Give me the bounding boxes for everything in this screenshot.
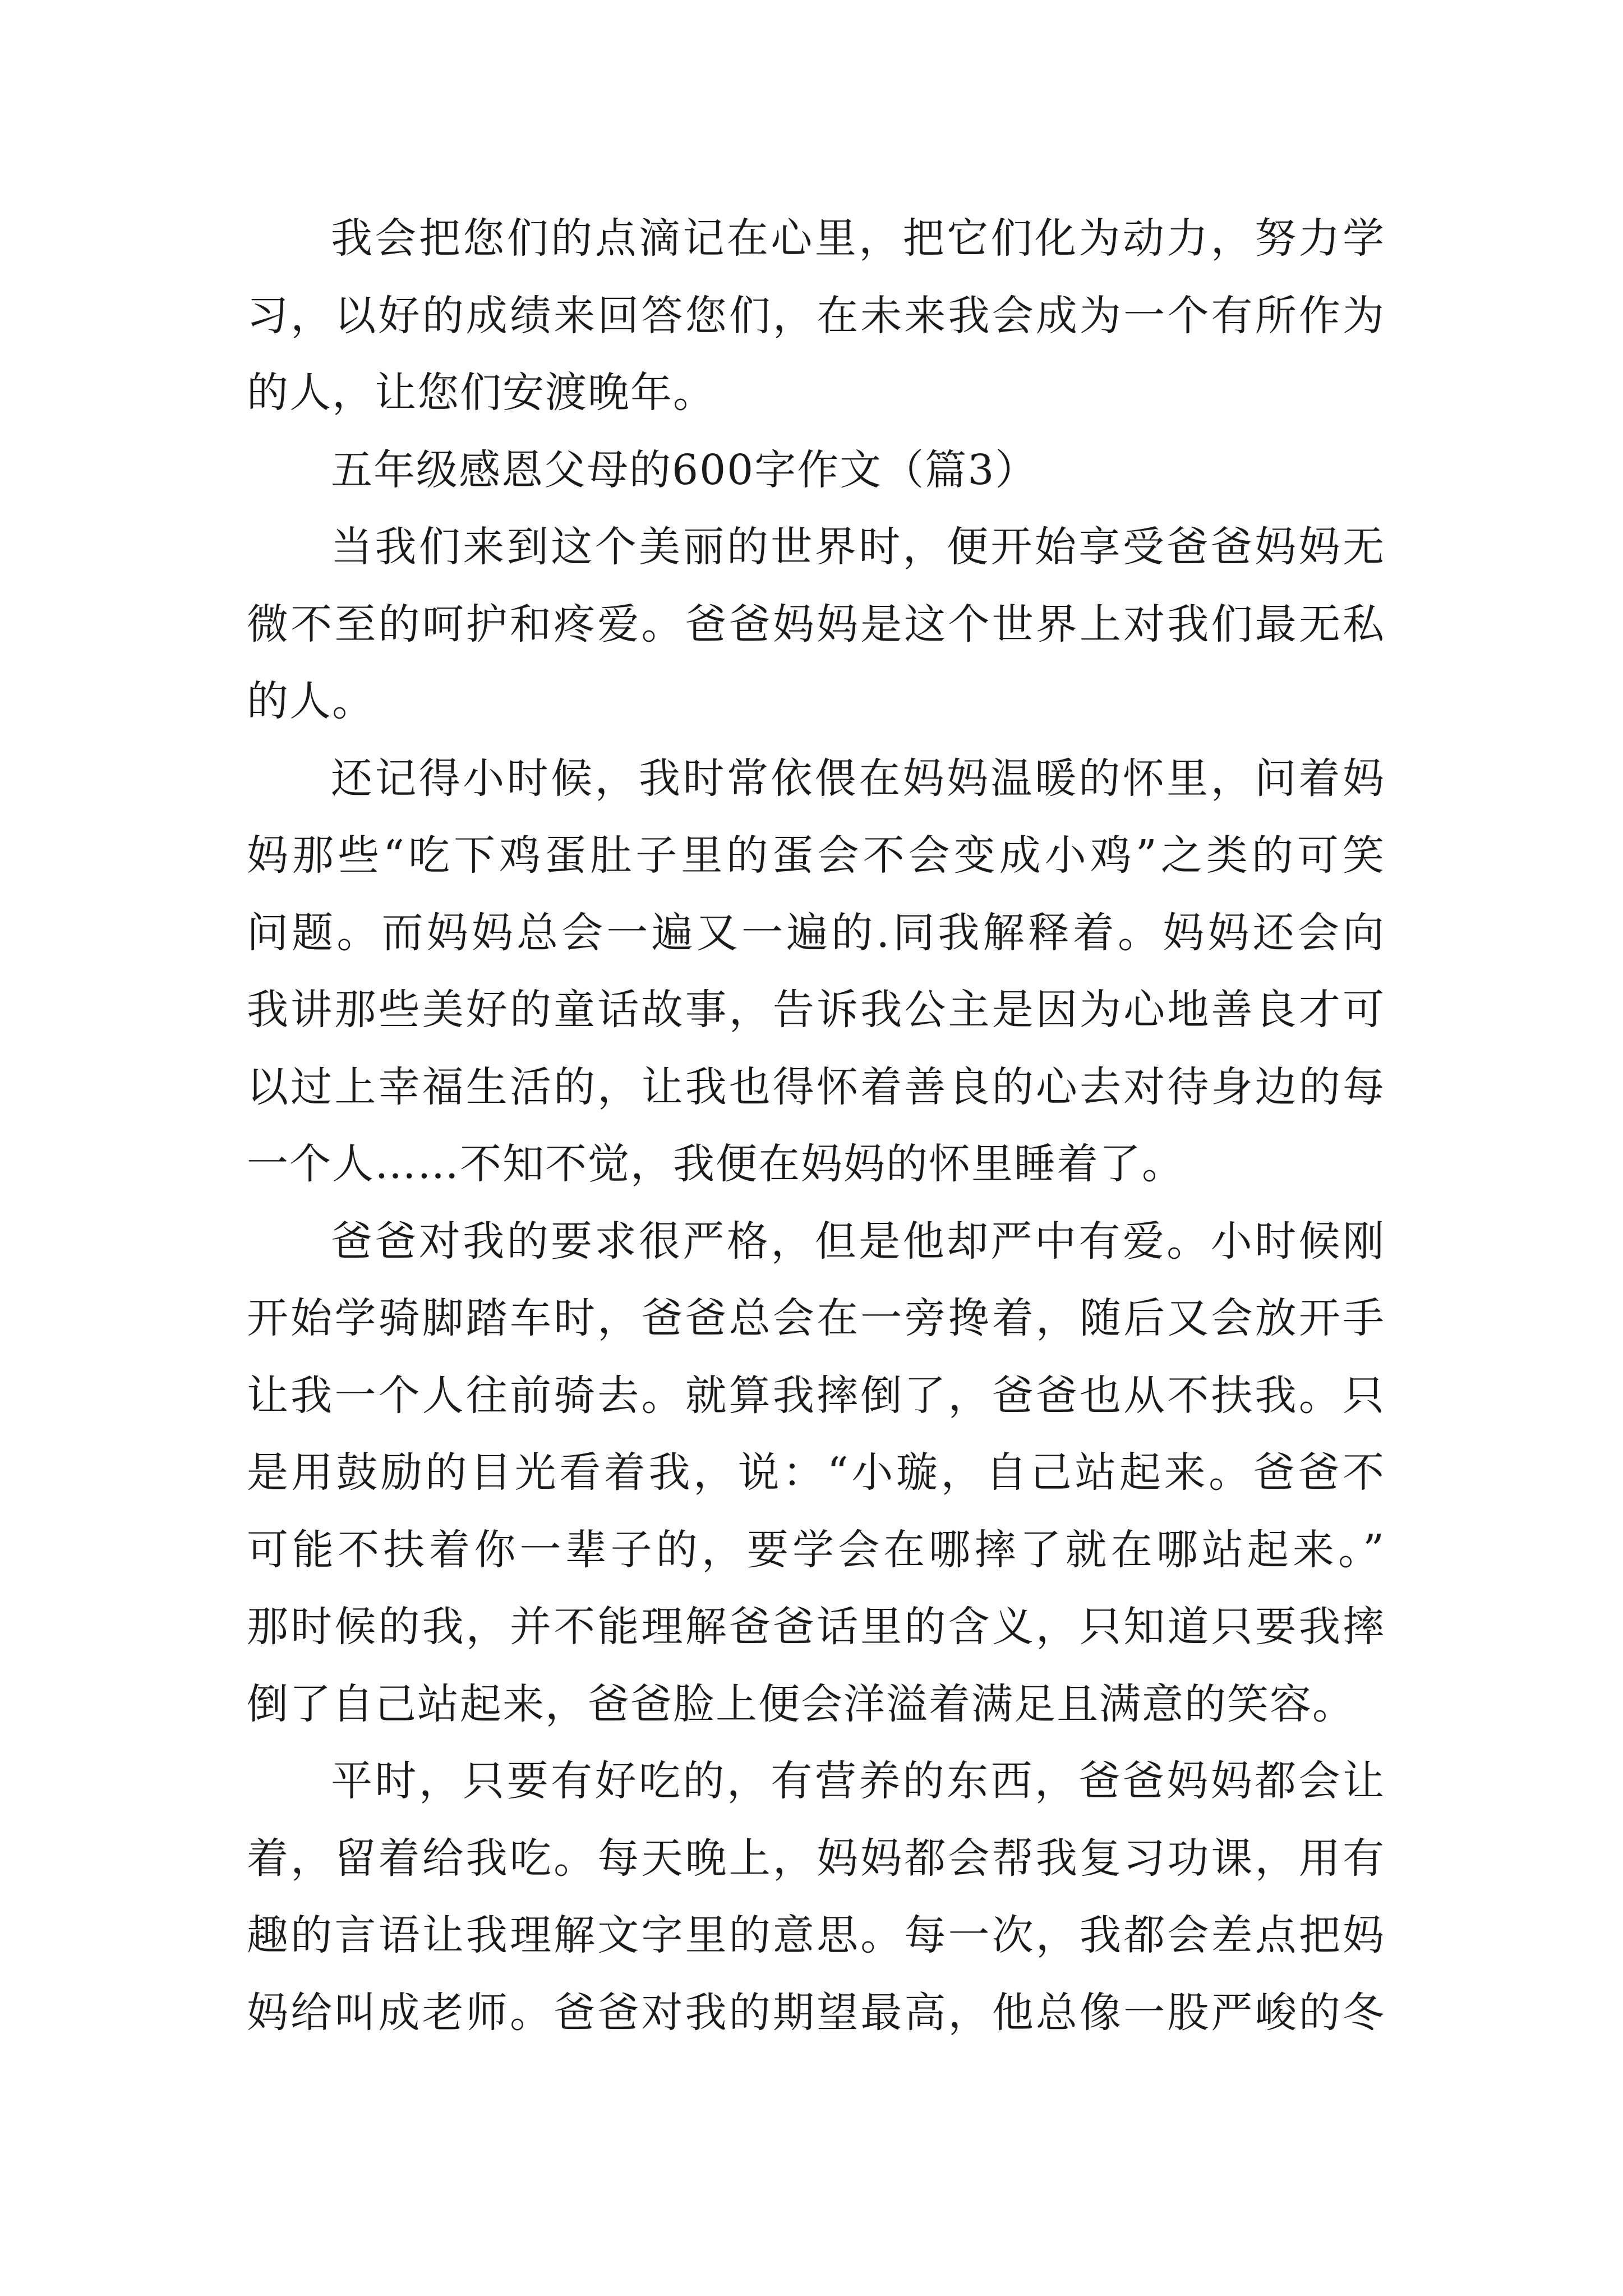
text-line: 妈给叫成老师。爸爸对我的期望最高，他总像一股严峻的冬	[247, 1989, 1385, 2037]
text-line: 可能不扶着你一辈子的，要学会在哪摔了就在哪站起来。”	[247, 1526, 1385, 1574]
text-line: 问题。而妈妈总会一遍又一遍的.同我解释着。妈妈还会向	[247, 909, 1385, 957]
text-line: 妈那些“吃下鸡蛋肚子里的蛋会不会变成小鸡”之类的可笑	[247, 831, 1385, 880]
section-heading: 五年级感恩父母的600字作文（篇3）	[331, 446, 1038, 494]
text-line: 着，留着给我吃。每天晚上，妈妈都会帮我复习功课，用有	[247, 1834, 1385, 1883]
text-line: 让我一个人往前骑去。就算我摔倒了，爸爸也从不扶我。只	[247, 1372, 1385, 1420]
text-line: 习，以好的成绩来回答您们，在未来我会成为一个有所作为	[247, 292, 1385, 340]
text-line: 倒了自己站起来，爸爸脸上便会洋溢着满足且满意的笑容。	[247, 1680, 1355, 1728]
text-line: 我讲那些美好的童话故事，告诉我公主是因为心地善良才可	[247, 986, 1385, 1034]
text-line: 的人。	[247, 677, 375, 725]
text-line: 当我们来到这个美丽的世界时，便开始享受爸爸妈妈无	[331, 523, 1385, 571]
text-line: 是用鼓励的目光看着我，说：“小璇，自己站起来。爸爸不	[247, 1448, 1385, 1497]
text-line: 一个人……不知不觉，我便在妈妈的怀里睡着了。	[247, 1140, 1184, 1188]
text-line: 趣的言语让我理解文字里的意思。每一次，我都会差点把妈	[247, 1911, 1385, 1959]
text-line: 那时候的我，并不能理解爸爸话里的含义，只知道只要我摔	[247, 1603, 1385, 1651]
text-line: 开始学骑脚踏车时，爸爸总会在一旁搀着，随后又会放开手	[247, 1294, 1385, 1342]
text-line: 以过上幸福生活的，让我也得怀着善良的心去对待身边的每	[247, 1063, 1385, 1111]
text-line: 爸爸对我的要求很严格，但是他却严中有爱。小时候刚	[331, 1217, 1385, 1266]
text-line: 平时，只要有好吃的，有营养的东西，爸爸妈妈都会让	[331, 1757, 1385, 1805]
text-line: 还记得小时候，我时常依偎在妈妈温暖的怀里，问着妈	[331, 754, 1385, 803]
text-line: 微不至的呵护和疼爱。爸爸妈妈是这个世界上对我们最无私	[247, 600, 1385, 648]
text-line: 我会把您们的点滴记在心里，把它们化为动力，努力学	[331, 214, 1385, 263]
text-line: 的人，让您们安渡晚年。	[247, 369, 716, 417]
